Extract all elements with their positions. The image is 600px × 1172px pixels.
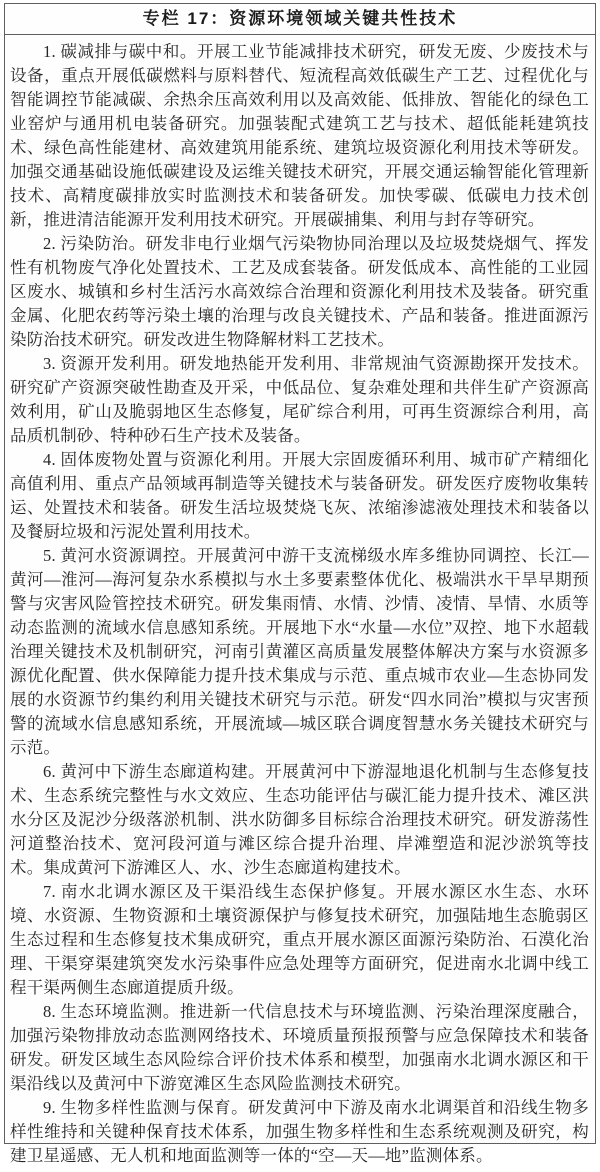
tech-paragraph-ecological-corridor: 6. 黄河中下游生态廊道构建。开展黄河中下游湿地退化机制与生态修复技术、生态系统完整性与水文效应、生态功能评估与碳汇能力提升技术、滩区洪水分区及泥沙分级落淤机制、洪水防御多目标综合治理技术研究。研发游荡性河道整治技术、宽河段河道与滩区综合提升治理、岸滩塑造和泥沙淤筑等技术。集成黄河下游滩区人、水、沙生态廊道构建技术。 <box>10 762 589 877</box>
tech-paragraph-eco-environment-monitoring: 8. 生态环境监测。推进新一代信息技术与环境监测、污染治理深度融合，加强污染物排放动态监测网络技术、环境质量预报预警与应急保障技术和装备研发。研发区域生态风险综合评价技术体系和模型，加强南水北调水源区和干渠沿线以及黄河中下游宽滩区生态风险监测技术研究。 <box>10 1002 589 1093</box>
tech-paragraph-carbon-reduction: 1. 碳减排与碳中和。开展工业节能减排技术研究，研发无废、少废技术与设备，重点开展低碳燃料与原料替代、短流程高效低碳生产工艺、过程优化与智能调控节能减碳、余热余压高效利用以及高效能、低排放、智能化的绿色工业窑炉与通用机电装备研究。加强装配式建筑工艺与技术、超低能耗建筑技术、绿色高性能建材、高效建筑用能系统、建筑垃圾资源化利用技术等研发。加强交通基础设施低碳建设及运维关键技术研究，开展交通运输智能化管理新技术、高精度碳排放实时监测技术和装备研发。加快零碳、低碳电力技术创新，推进清洁能源开发利用技术研究。开展碳捕集、利用与封存等研究。 <box>10 42 589 229</box>
tech-paragraph-biodiversity: 9. 生物多样性监测与保育。研发黄河中下游及南水北调渠首和沿线生物多样性维持和关键种保育技术体系，加强生物多样性和生态系统观测及研究，构建卫星遥感、无人机和地面监测等一体的“空—天—地”监测体系。 <box>10 1098 589 1165</box>
tech-paragraph-pollution-control: 2. 污染防治。研发非电行业烟气污染物协同治理以及垃圾焚烧烟气、挥发性有机物废气净化处置技术、工艺及成套装备。研发低成本、高性能的工业园区废水、城镇和乡村生活污水高效综合治理和资源化利用技术及装备。研究重金属、化肥农药等污染土壤的治理与改良关键技术、产品和装备。推进面源污染防治技术研究。研发改进生物降解材料工艺技术。 <box>10 234 589 349</box>
panel-title: 专栏 17：资源环境领域关键共性技术 <box>5 4 595 35</box>
tech-paragraph-yellow-river-water: 5. 黄河水资源调控。开展黄河中游干支流梯级水库多维协同调控、长江—黄河—淮河—海河复杂水系模拟与水土多要素整体优化、极端洪水干旱早期预警与灾害风险管控技术研究。研发集雨情、水情、沙情、凌情、旱情、水质等动态监测的流域水信息感知系统。开展地下水“水量—水位”双控、地下水超载治理关键技术及机制研究，河南引黄灌区高质量发展整体解决方案与水资源多源优化配置、供水保障能力提升技术集成与示范、重点城市农业—生态协同发展的水资源节约集约利用关键技术研究与示范。研发“四水同治”模拟与灾害预警的流域水信息感知系统，开展流域—城区联合调度智慧水务关键技术研究与示范。 <box>10 546 589 757</box>
panel-body <box>5 35 595 1172</box>
tech-paragraph-solid-waste: 4. 固体废物处置与资源化利用。开展大宗固废循环利用、城市矿产精细化高值利用、重点产品领域再制造等关键技术与装备研发。研发医疗废物收集转运、处置技术和装备。研发生活垃圾焚烧飞灰、浓缩渗滤液处理技术和装备以及餐厨垃圾和污泥处置利用技术。 <box>10 450 589 541</box>
tech-paragraph-resource-development: 3. 资源开发利用。研发地热能开发利用、非常规油气资源勘探开发技术。研究矿产资源突破性勘查及开采，中低品位、复杂难处理和共伴生矿产资源高效利用，矿山及脆弱地区生态修复，尾矿综合利用，可再生资源综合利用，高品质机制砂、特种砂石生产技术及装备。 <box>10 354 589 445</box>
tech-paragraph-water-diversion-protection: 7. 南水北调水源区及干渠沿线生态保护修复。开展水源区水生态、水环境、水资源、生物资源和土壤资源保护与修复技术研究，加强陆地生态脆弱区生态过程和生态修复技术集成研究，重点开展水源区面源污染防治、石漠化治理、干渠穿渠建筑突发水污染事件应急处理等方面研究，促进南水北调中线工程干渠两侧生态廊道提质升级。 <box>10 882 589 997</box>
column-17-panel <box>4 3 596 1165</box>
